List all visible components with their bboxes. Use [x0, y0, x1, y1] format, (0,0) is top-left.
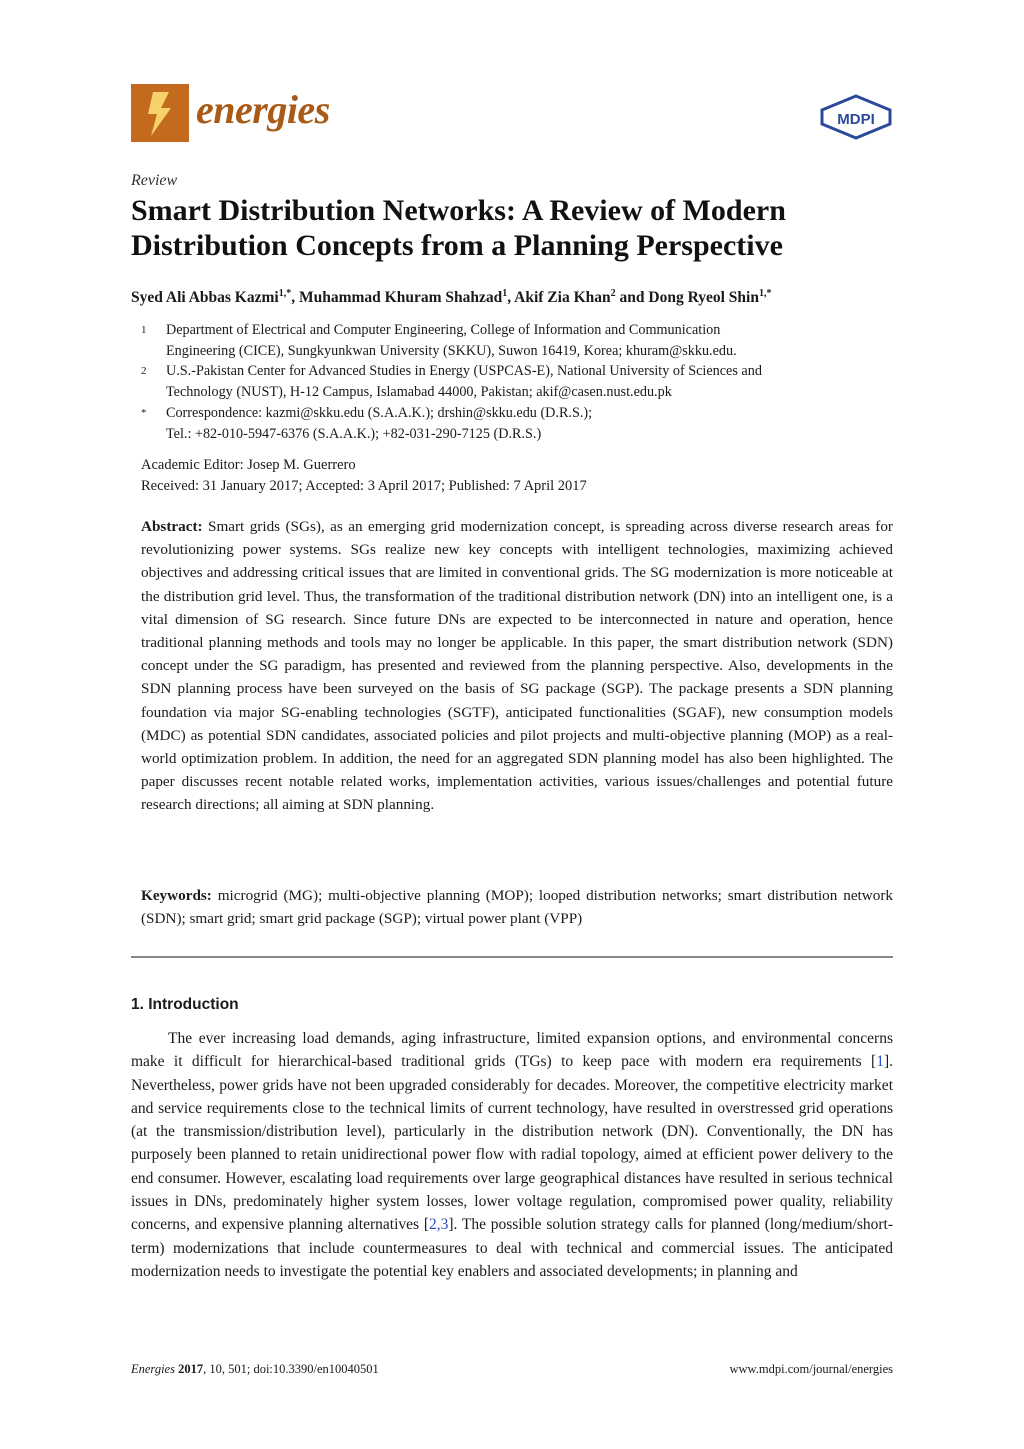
article-title	[131, 193, 911, 263]
introduction-paragraph	[131, 1027, 893, 1283]
academic-editor: Academic Editor: Josep M. Guerrero	[141, 457, 356, 473]
lightning-bolt-icon	[131, 84, 189, 142]
footer-citation	[131, 1362, 379, 1377]
article-meta	[141, 455, 587, 497]
affiliation-line: Correspondence: kazmi@skku.edu (S.A.A.K.); drshin@skku.edu (D.R.S.);	[166, 405, 593, 421]
affiliation-line: Technology (NUST), H-12 Campus, Islamabad 44000, Pakistan; akif@casen.nust.edu.pk	[166, 383, 672, 400]
title-line-2: Distribution Concepts from a Planning Perspective	[131, 229, 783, 262]
footer-journal: Energies	[131, 1362, 175, 1376]
affiliation-line: Tel.: +82-010-5947-6376 (S.A.A.K.); +82-031-290-7125 (D.R.S.)	[166, 425, 542, 442]
article-type: Review	[131, 172, 178, 189]
paragraph-text: The ever increasing load demands, aging infrastructure, limited expansion options, and environmental concerns make it difficult for hierarchical-based traditional grids (TGs) to keep pace with modern era requirements [	[131, 1030, 893, 1071]
author-list	[131, 288, 921, 307]
footer-year: 2017	[178, 1362, 204, 1376]
affiliation-line: Engineering (CICE), Sungkyunkwan University (SKKU), Suwon 16419, Korea; khuram@skku.edu.	[166, 342, 737, 359]
author-separator: ,	[291, 289, 299, 307]
footer-url[interactable]: www.mdpi.com/journal/energies	[729, 1362, 893, 1376]
abstract-text: Smart grids (SGs), as an emerging grid modernization concept, is spreading across diverse research areas for revolutionizing power systems. SGs realize new key concepts with intelligent technologies, maximizing achieved objectives and addressing critical issues that are limited in conventional grids. The SG modernization is more noticeable at the distribution grid level. Thus, the transformation of the traditional distribution network (DN) into an intelligent one, is a vital dimension of SG research. Since future DNs are expected to be interconnected in nature and operation, hence traditional planning methods and tools may no longer be applicable. In this paper, the smart distribution network (SDN) concept under the SG paradigm, has presented and reviewed from the planning perspective. Also, developments in the SDN planning process have been surveyed on the basis of SG package (SGP). The package presents a SDN planning foundation via major SG-enabling technologies (SGTF), anticipated functionalities (SGAF), new consumption models (MDC) as potential SDN candidates, associated policies and pilot projects and multi-objective planning (MOP) as a real-world optimization problem. In addition, the need for an aggregated SDN planning model has also been highlighted. The paper discusses recent notable related works, implementation activities, various issues/challenges and potential future research directions; all aiming at SDN planning.	[141, 518, 893, 814]
paragraph-text: ]. The possible solution strategy calls for planned (long/medium/short-term) modernizations that include countermeasures to deal with technical and commercial issues. The anticipated modernization needs to investigate the potential key enablers and associated developments; in planning and	[131, 1216, 893, 1280]
publisher-logo-text: MDPI	[837, 111, 875, 128]
mdpi-logo-icon	[820, 94, 892, 140]
section-heading: 1. Introduction	[131, 996, 239, 1013]
author-name: Dong Ryeol Shin	[648, 289, 759, 307]
author-separator: ,	[507, 289, 515, 307]
author-name: Muhammad Khuram Shahzad	[298, 289, 503, 307]
author-affiliation-mark: 1,*	[278, 288, 292, 299]
publisher-logo	[820, 94, 892, 140]
journal-name: energies	[196, 87, 330, 132]
author-affiliation-mark: 1,*	[758, 288, 772, 299]
author-name: Syed Ali Abbas Kazmi	[131, 289, 279, 307]
affiliation-number: 1	[141, 324, 147, 336]
abstract-label: Abstract:	[141, 518, 203, 535]
affiliation-number: 2	[141, 365, 147, 377]
paragraph-text: ]. Nevertheless, power grids have not been upgraded considerably for decades. Moreover, the competitive electricity market and service requirements close to the technical limits of current technology, have resulted in overstressed grid operations (at the transmission/distribution level), particularly in the distribution network (DN). Conventionally, the DN has purposely been planned to retain unidirectional power flow with radial topology, aimed at efficient power delivery to the end consumer. However, escalating load requirements over large geographical distances have resulted in serious technical issues in DNs, predominately higher system losses, lower voltage regulation, compromised power quality, reliability concerns, and expensive planning alternatives [	[131, 1053, 893, 1234]
citation-link[interactable]: 2,3	[428, 1216, 449, 1234]
author-conjunction: and	[615, 289, 649, 307]
abstract	[141, 515, 893, 817]
author-affiliation-mark: 1	[502, 288, 508, 299]
journal-logo-icon	[131, 84, 189, 142]
affiliation-line: Department of Electrical and Computer Engineering, College of Information and Communication	[166, 322, 721, 338]
citation-link[interactable]: 1	[876, 1053, 884, 1071]
footer-doi: , 10, 501; doi:10.3390/en10040501	[203, 1362, 379, 1376]
correspondence	[141, 403, 901, 444]
author-affiliation-mark: 2	[610, 288, 616, 299]
section-divider	[131, 956, 893, 958]
publication-dates: Received: 31 January 2017; Accepted: 3 April 2017; Published: 7 April 2017	[141, 478, 587, 494]
affiliation-line: U.S.-Pakistan Center for Advanced Studies in Energy (USPCAS-E), National University of Sciences and	[166, 363, 762, 379]
keywords-text: microgrid (MG); multi-objective planning (MOP); looped distribution networks; smart distribution network (SDN); smart grid; smart grid package (SGP); virtual power plant (VPP)	[141, 887, 893, 928]
affiliation-1	[141, 320, 901, 361]
affiliation-2	[141, 361, 901, 402]
author-name: Akif Zia Khan	[514, 289, 611, 307]
affiliation-number: *	[141, 407, 147, 419]
keywords	[141, 884, 893, 930]
keywords-label: Keywords:	[141, 887, 212, 904]
title-line-1: Smart Distribution Networks: A Review of Modern	[131, 194, 786, 227]
